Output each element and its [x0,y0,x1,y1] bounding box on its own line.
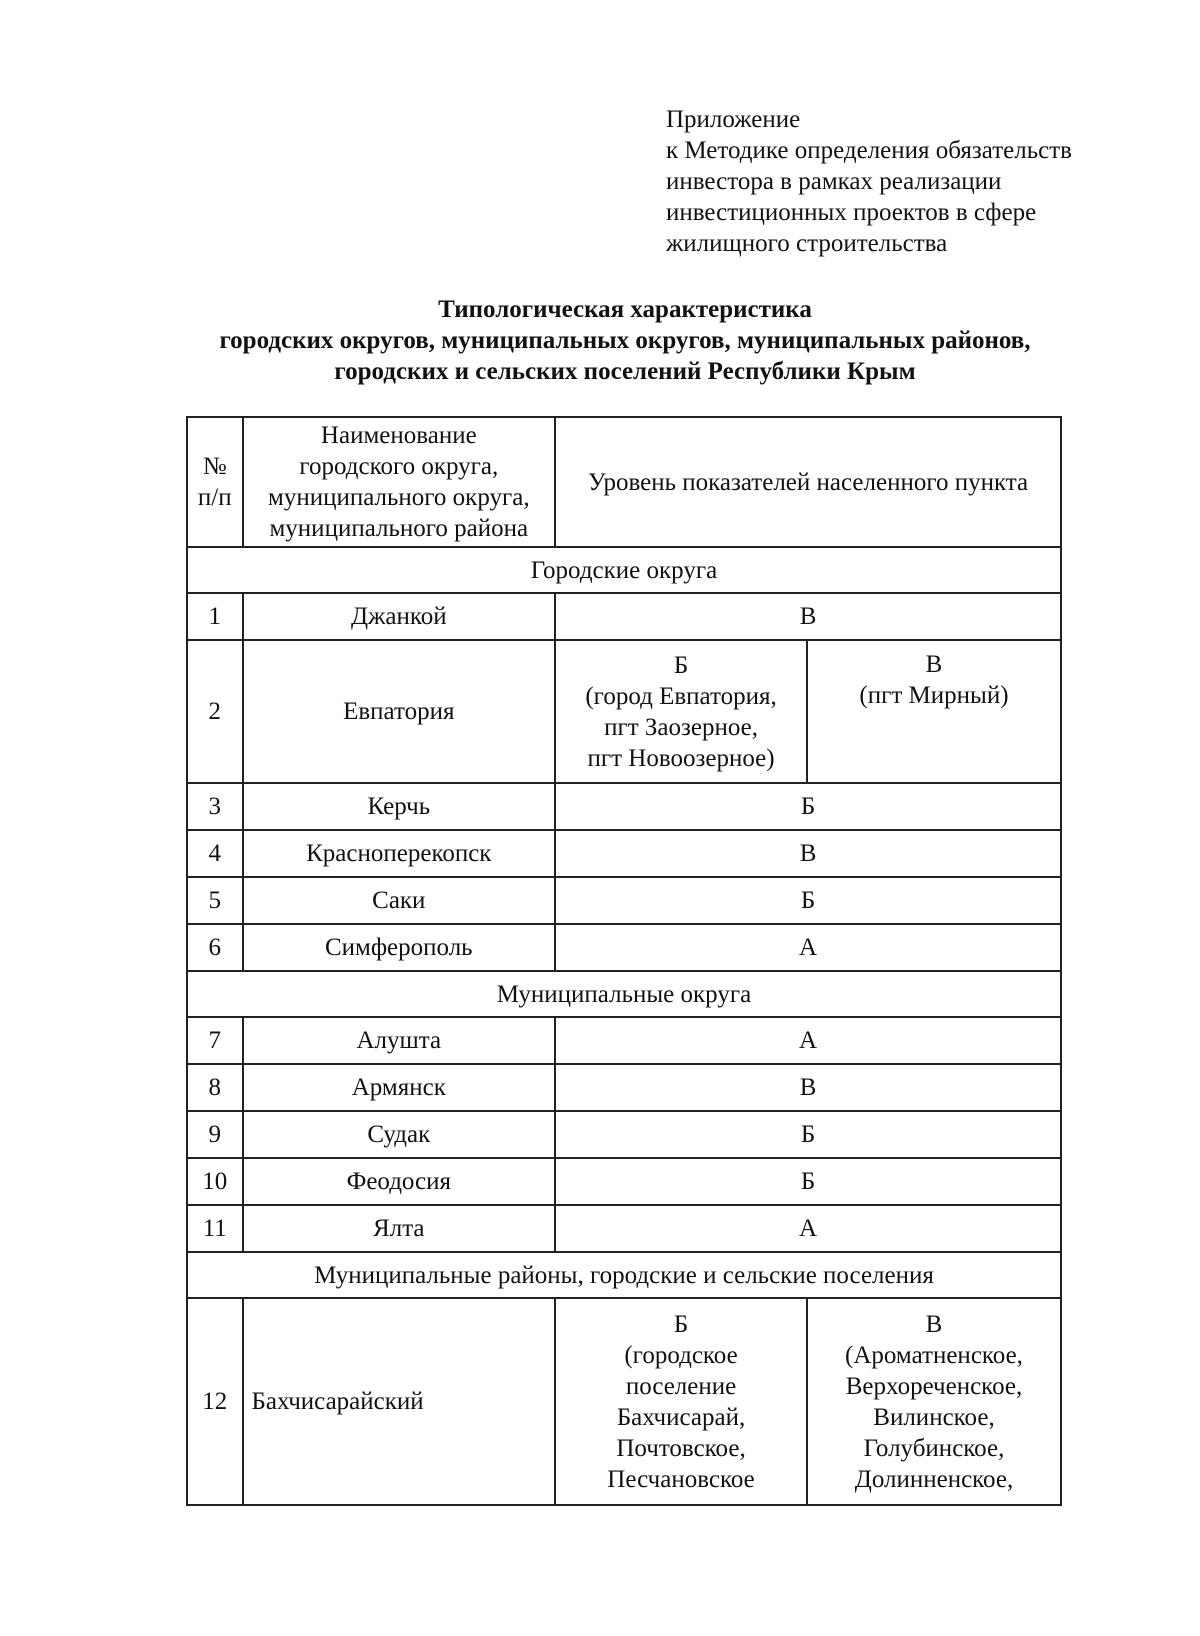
table-row [187,1064,1061,1111]
appendix-line: к Методике определения обязательств [666,137,1072,164]
row-level: А [555,1017,1061,1064]
title-line: городских и сельских поселений Республики Крым [334,358,916,385]
row-name: Саки [243,877,556,924]
table-row [187,877,1061,924]
row-name: Евпатория [243,640,556,783]
row-level: А [555,1205,1061,1252]
row-num: 4 [187,830,243,877]
row-name: Армянск [243,1064,556,1111]
title-line: городских округов, муниципальных округов, муниципальных районов, [219,327,1031,354]
row-level: В [555,593,1061,640]
row-num: 3 [187,783,243,830]
section-row [187,1252,1061,1298]
section-municipal: Муниципальные округа [187,971,1061,1017]
typology-table [186,416,1062,1506]
header-name: Наименование городского округа, муниципального округа, муниципального района [243,417,556,547]
title-line: Типологическая характеристика [438,296,812,323]
row-name: Джанкой [243,593,556,640]
section-districts: Муниципальные районы, городские и сельские поселения [187,1252,1061,1298]
section-urban: Городские округа [187,547,1061,593]
row-level: Б [555,877,1061,924]
row-num: 12 [187,1298,243,1505]
table-row [187,1158,1061,1205]
row-level-a: Б (городское поселение Бахчисарай, Почтовское, Песчановское [555,1298,807,1505]
table-header-row [187,417,1061,547]
row-level: Б [555,1158,1061,1205]
appendix-line: инвестиционных проектов в сфере [666,199,1037,226]
row-name: Алушта [243,1017,556,1064]
row-num: 7 [187,1017,243,1064]
row-num: 2 [187,640,243,783]
document-title [0,294,1200,387]
row-num: 1 [187,593,243,640]
header-level: Уровень показателей населенного пункта [555,417,1061,547]
row-level: В [555,830,1061,877]
row-level: А [555,924,1061,971]
row-num: 8 [187,1064,243,1111]
row-name: Судак [243,1111,556,1158]
header-num: № п/п [187,417,243,547]
row-num: 11 [187,1205,243,1252]
row-num: 10 [187,1158,243,1205]
row-level: В [555,1064,1061,1111]
row-name: Красноперекопск [243,830,556,877]
table-row [187,1111,1061,1158]
appendix-line: жилищного строительства [666,230,948,257]
appendix-block [666,104,1072,259]
section-row [187,971,1061,1017]
table-row [187,1298,1061,1505]
table-row [187,640,1061,783]
row-name: Симферополь [243,924,556,971]
row-level-b: В (Ароматненское, Верхореченское, Вилинское, Голубинское, Долинненское, [807,1298,1061,1505]
row-name: Керчь [243,783,556,830]
table-row [187,1017,1061,1064]
appendix-line: инвестора в рамках реализации [666,168,1002,195]
row-num: 5 [187,877,243,924]
row-level-a: Б (город Евпатория, пгт Заозерное, пгт Новоозерное) [555,640,807,783]
row-level: Б [555,1111,1061,1158]
table-row [187,924,1061,971]
table-row [187,593,1061,640]
row-num: 9 [187,1111,243,1158]
row-name: Феодосия [243,1158,556,1205]
row-name: Ялта [243,1205,556,1252]
row-name: Бахчисарайский [243,1298,556,1505]
table-row [187,783,1061,830]
row-level: Б [555,783,1061,830]
table-row [187,830,1061,877]
section-row [187,547,1061,593]
row-num: 6 [187,924,243,971]
row-level-b: В (пгт Мирный) [807,640,1061,783]
table-row [187,1205,1061,1252]
appendix-line: Приложение [666,106,801,133]
